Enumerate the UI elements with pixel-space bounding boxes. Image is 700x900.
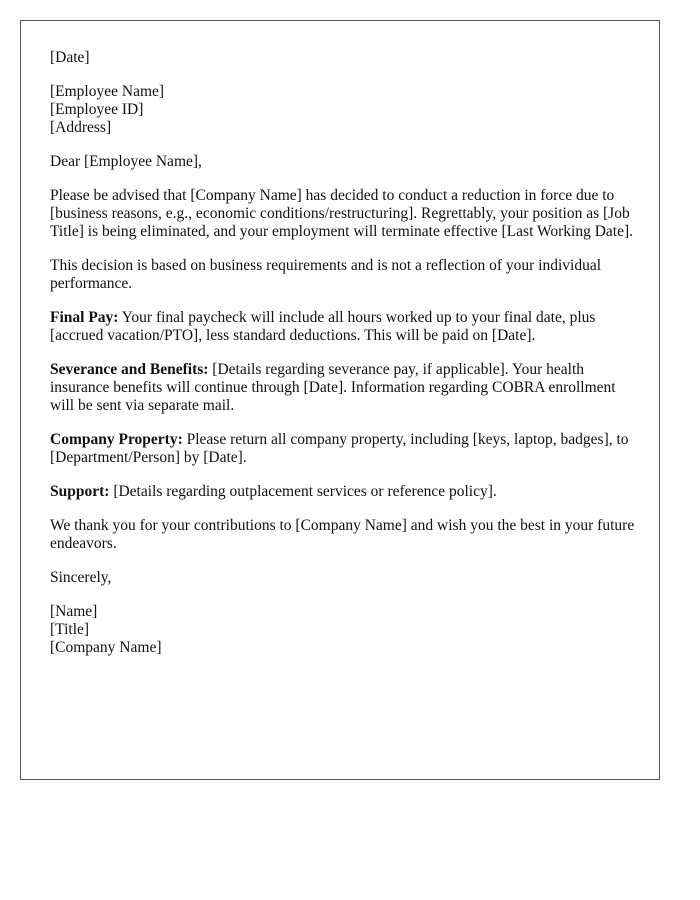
severance-text: [Details regarding severance pay, if applicable]. Your health insurance benefits will continue through [Date]. Information regarding COBRA enrollment will be sent via separate mail. [50, 361, 616, 414]
severance-label: Severance and Benefits: [50, 361, 209, 378]
recipient-block [50, 83, 640, 137]
salutation: Dear [Employee Name], [50, 153, 202, 170]
letter-page [20, 20, 660, 780]
intro-paragraph: Please be advised that [Company Name] has decided to conduct a reduction in force due to [business reasons, e.g., economic conditions/restructuring]. Regrettably, your position as [Job Title] is being eliminated, and your employment will terminate effective [Last Working Date]. [50, 187, 634, 240]
letter-date: [Date] [50, 49, 90, 66]
letter-body [50, 49, 640, 673]
signoff: Sincerely, [50, 569, 112, 586]
closing-paragraph: We thank you for your contributions to [Company Name] and wish you the best in your future endeavors. [50, 517, 635, 552]
property-label: Company Property: [50, 431, 183, 448]
signature-block [50, 603, 640, 657]
support-paragraph [50, 483, 640, 501]
final-pay-text: Your final paycheck will include all hours worked up to your final date, plus [accrued vacation/PTO], less standard deductions. This will be paid on [Date]. [50, 309, 596, 344]
recipient-address: [Address] [50, 119, 112, 136]
final-pay-paragraph [50, 309, 640, 345]
signature-title: [Title] [50, 621, 90, 638]
property-paragraph [50, 431, 640, 467]
support-text: [Details regarding outplacement services or reference policy]. [109, 483, 497, 500]
signature-name: [Name] [50, 603, 98, 620]
decision-paragraph: This decision is based on business requirements and is not a reflection of your individual performance. [50, 257, 601, 292]
signature-company: [Company Name] [50, 639, 162, 656]
recipient-id: [Employee ID] [50, 101, 144, 118]
support-label: Support: [50, 483, 110, 500]
final-pay-label: Final Pay: [50, 309, 119, 326]
recipient-name: [Employee Name] [50, 83, 165, 100]
severance-paragraph [50, 361, 640, 415]
property-text: Please return all company property, including [keys, laptop, badges], to [Department/Person] by [Date]. [50, 431, 629, 466]
